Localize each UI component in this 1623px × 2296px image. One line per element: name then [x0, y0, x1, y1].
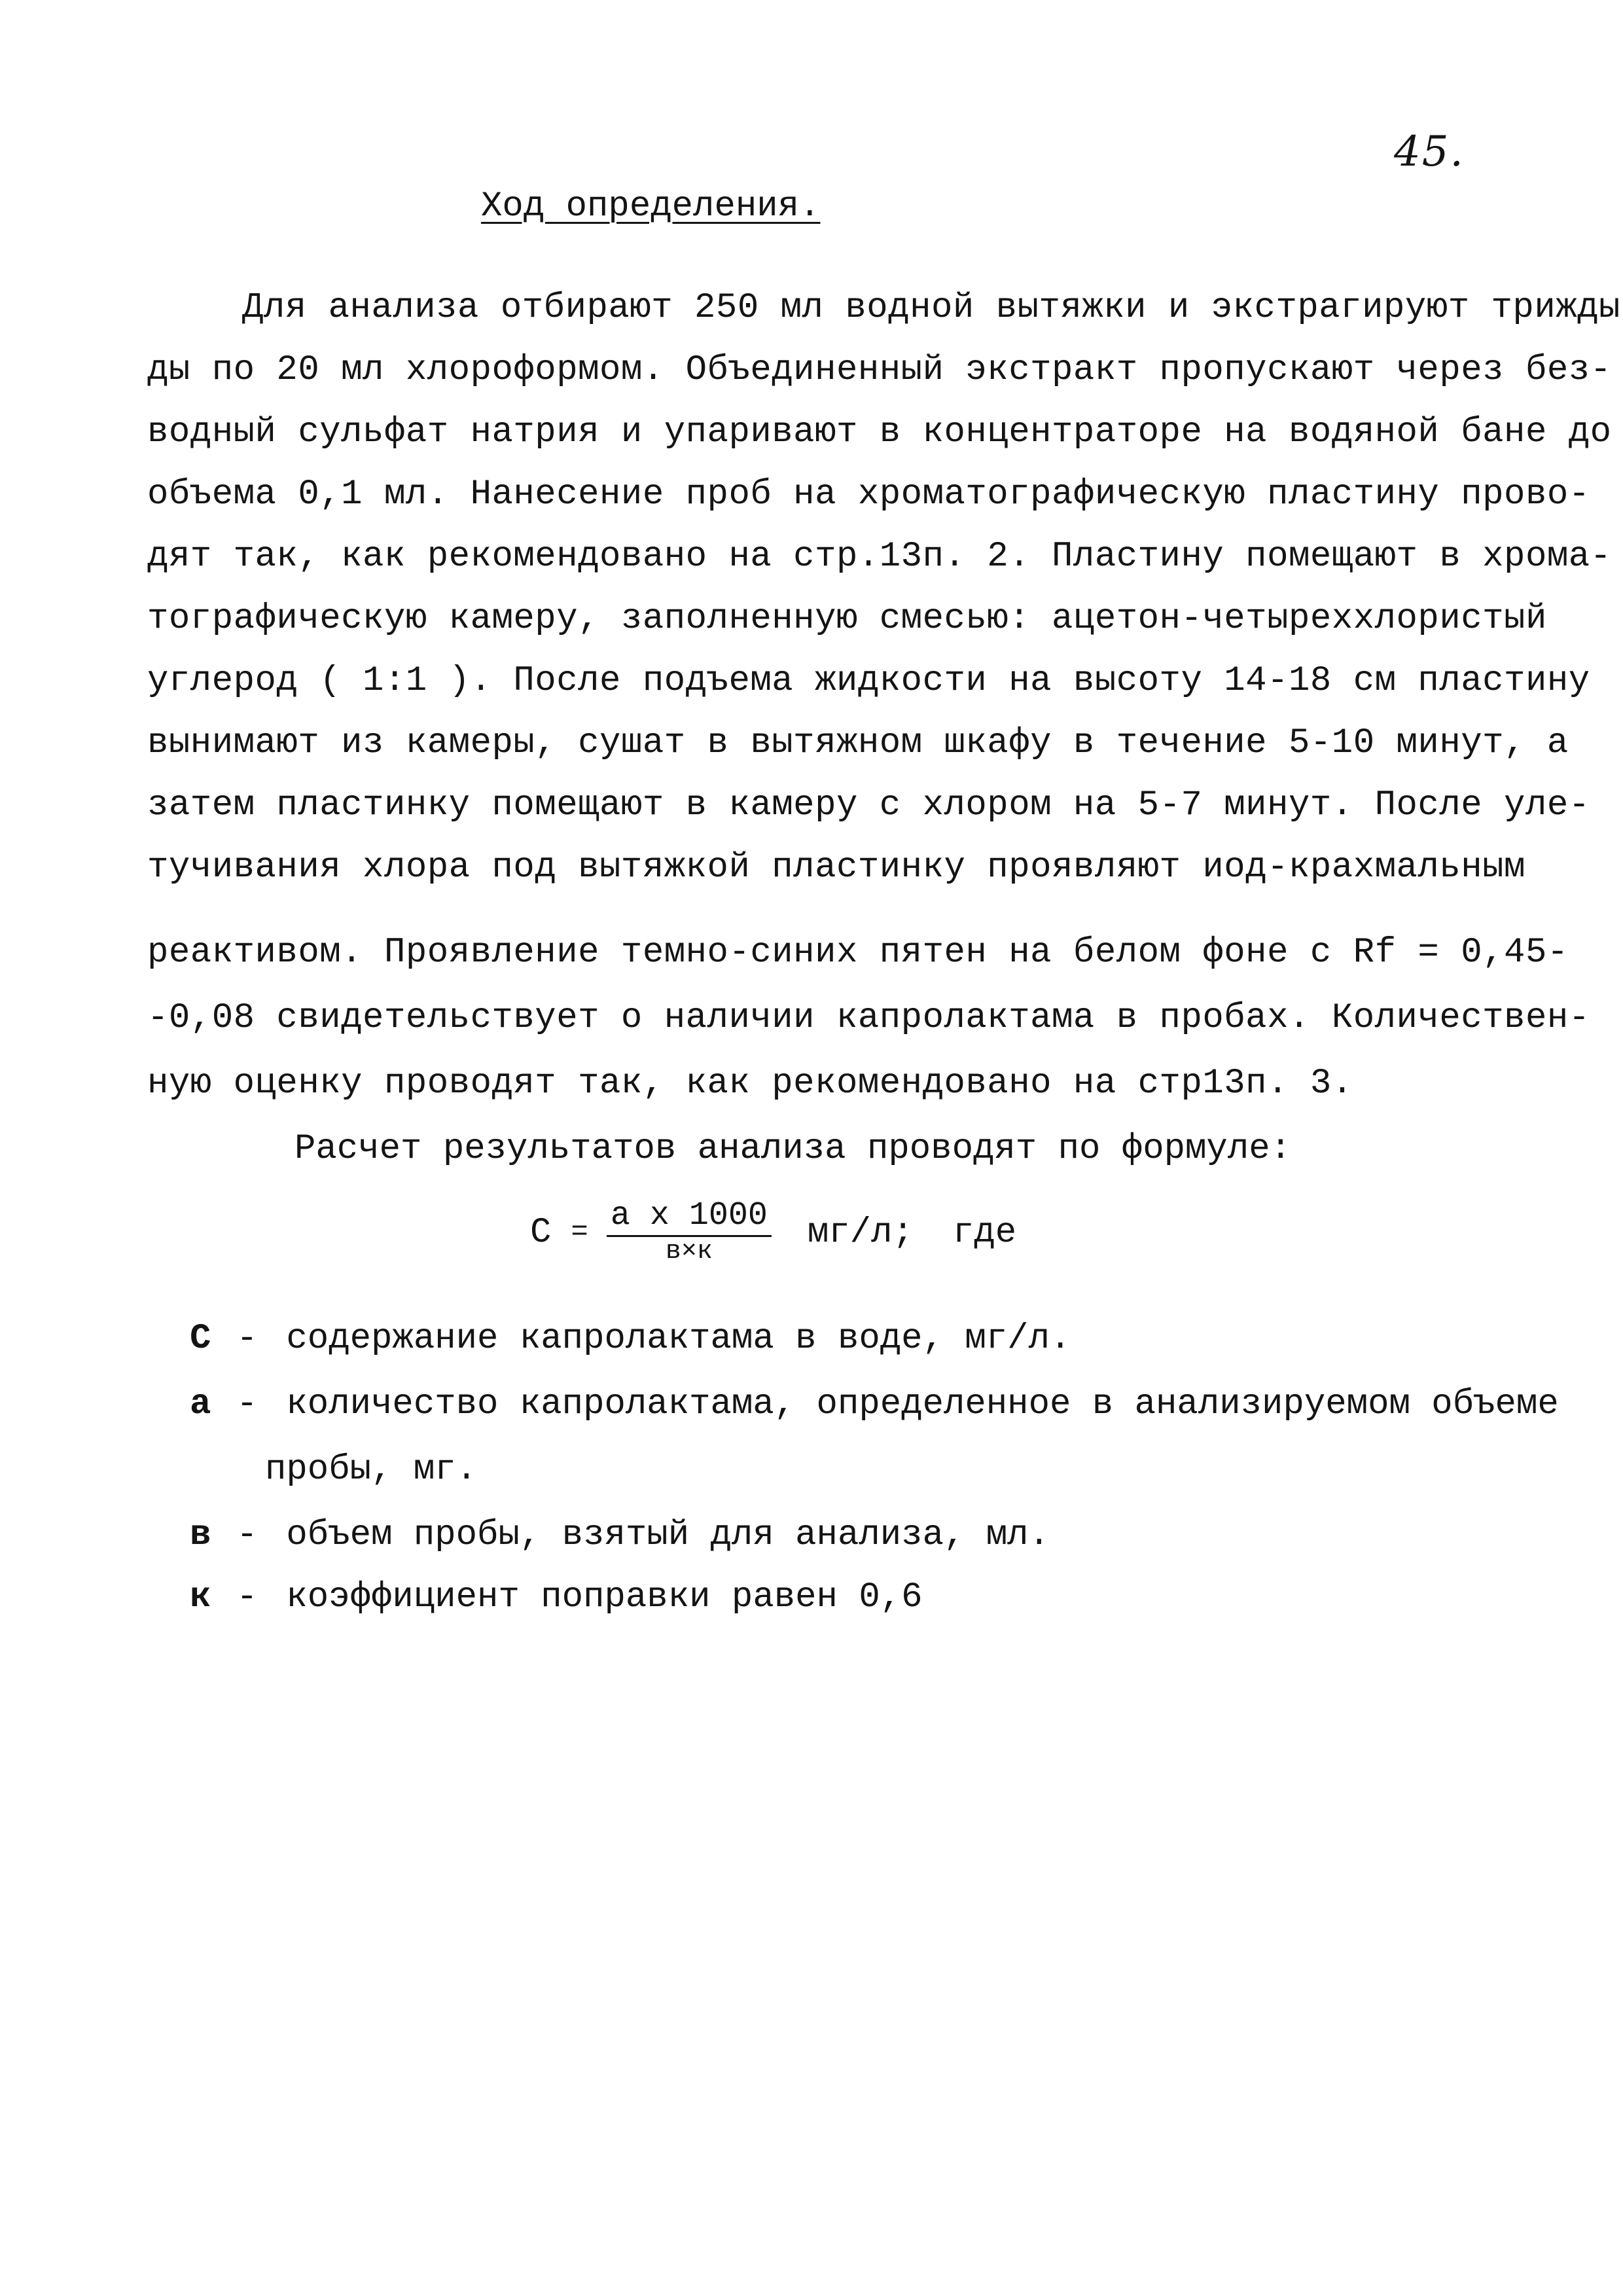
definition-symbol: к: [190, 1577, 211, 1617]
formula-intro: Расчет результатов анализа проводят по формуле:: [294, 1129, 1292, 1169]
formula-numerator: а х 1000: [607, 1199, 772, 1237]
formula-equals: =: [571, 1216, 588, 1249]
paragraph-line: реактивом. Проявление темно-синих пятен на белом фоне с Rf = 0,45-: [147, 933, 1569, 973]
paragraph-line: тографическую камеру, заполненную смесью: ацетон-четыреххлористый: [147, 599, 1547, 639]
definition-item: [190, 1577, 923, 1617]
section-heading: Ход определения.: [481, 187, 821, 226]
definition-dash: -: [236, 1515, 258, 1555]
formula-lhs: С: [530, 1212, 552, 1253]
definition-symbol: а: [190, 1384, 211, 1424]
definition-text: содержание капролактама в воде, мг/л.: [286, 1319, 1071, 1359]
definition-item: [190, 1319, 1071, 1359]
paragraph-line: -0,08 свидетельствует о наличии капролактама в пробах. Количествен-: [147, 998, 1590, 1038]
formula-unit: мг/л;: [807, 1212, 914, 1253]
definition-item: [190, 1384, 1559, 1424]
definition-continuation: пробы, мг.: [265, 1450, 478, 1490]
paragraph-line: затем пластинку помещают в камеру с хлором на 5-7 минут. После уле-: [147, 785, 1590, 825]
paragraph-line: ную оценку проводят так, как рекомендовано на стр13п. 3.: [147, 1064, 1353, 1103]
definition-text: количество капролактама, определенное в анализируемом объеме: [286, 1384, 1559, 1424]
paragraph-line: объема 0,1 мл. Нанесение проб на хроматографическую пластину прово-: [147, 475, 1590, 514]
paragraph-line: ды по 20 мл хлороформом. Объединенный экстракт пропускают через без-: [147, 350, 1612, 390]
definition-dash: -: [236, 1319, 258, 1359]
definition-text: объем пробы, взятый для анализа, мл.: [286, 1515, 1050, 1555]
formula-where: где: [952, 1212, 1017, 1253]
definition-text: коэффициент поправки равен 0,6: [286, 1577, 923, 1617]
paragraph-line: вынимают из камеры, сушат в вытяжном шкафу в течение 5-10 минут, а: [147, 723, 1569, 763]
paragraph-line: водный сульфат натрия и упаривают в концентраторе на водяной бане до: [147, 412, 1612, 452]
paragraph-line: углерод ( 1:1 ). После подъема жидкости на высоту 14-18 см пластину: [147, 661, 1590, 701]
formula-denominator: в×к: [665, 1236, 713, 1266]
paragraph-line: тучивания хлора под вытяжкой пластинку проявляют иод-крахмальным: [147, 848, 1525, 888]
formula-fraction: [607, 1199, 772, 1266]
definition-item: [190, 1515, 1050, 1555]
formula: [530, 1190, 1016, 1275]
paragraph-line: Для анализа отбирают 250 мл водной вытяжки и экстрагируют трижды: [242, 288, 1620, 328]
paragraph-line: дят так, как рекомендовано на стр.13п. 2. Пластину помещают в хрома-: [147, 537, 1612, 577]
page-number: 45.: [1394, 128, 1465, 176]
definition-dash: -: [236, 1384, 258, 1424]
definition-dash: -: [236, 1577, 258, 1617]
definition-symbol: С: [190, 1319, 211, 1359]
definition-symbol: в: [190, 1515, 211, 1555]
